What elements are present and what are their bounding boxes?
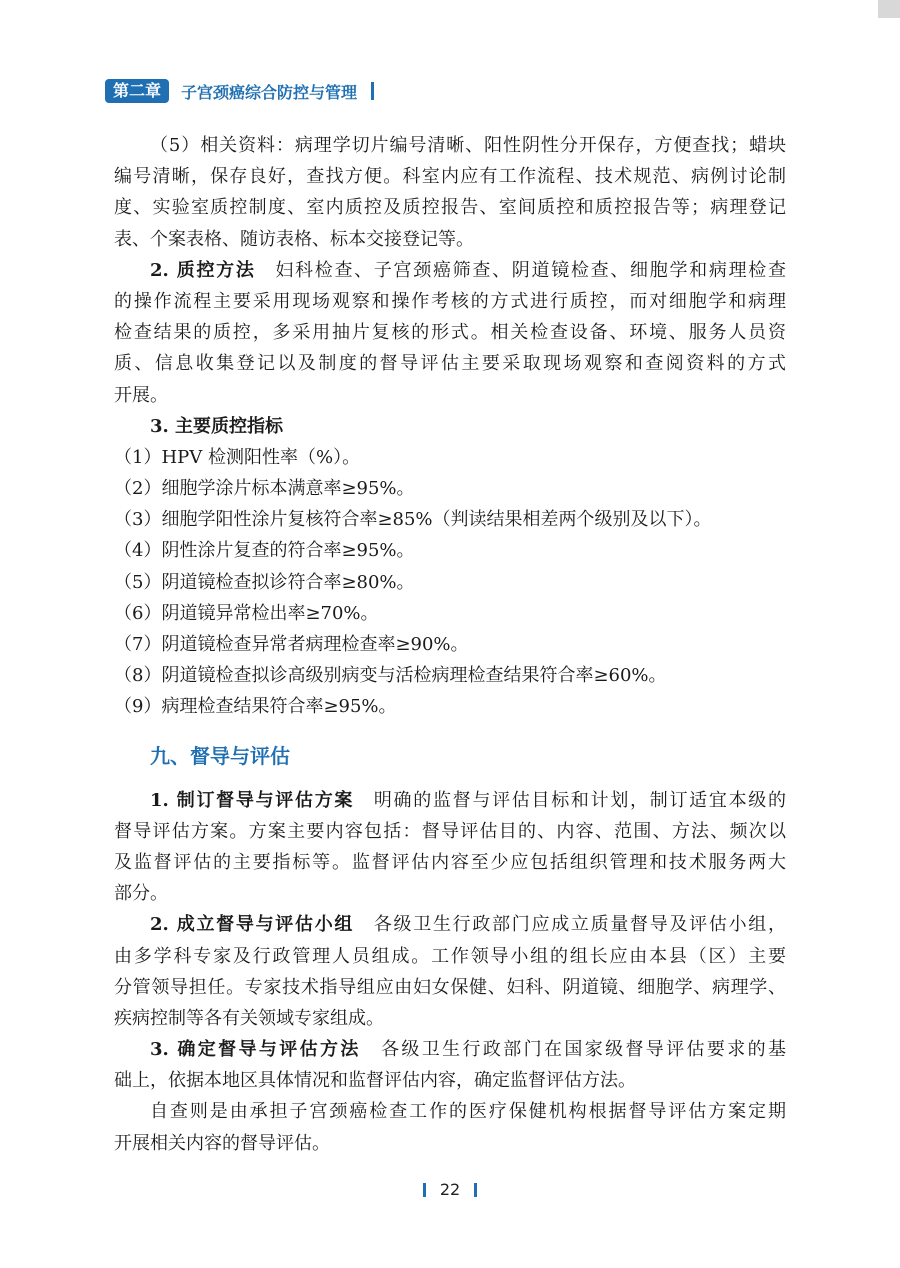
text-line: 分管领导担任。专家技术指导组应由妇女保健、妇科、阴道镜、细胞学、病理学、 xyxy=(114,976,786,998)
page-body xyxy=(114,130,786,1159)
indicator-item: （1）HPV 检测阳性率（%）。 xyxy=(114,446,361,468)
indicator-item: （5）阴道镜检查拟诊符合率≥80%。 xyxy=(114,571,415,593)
text-line: 表、个案表格、随访表格、标本交接登记等。 xyxy=(114,228,474,250)
text-line: 由多学科专家及行政管理人员组成。工作领导小组的组长应由本县（区）主要 xyxy=(114,945,786,967)
indicator-item: （7）阴道镜检查异常者病理检查率≥90%。 xyxy=(114,634,469,655)
indicator-item: （3）细胞学阳性涂片复核符合率≥85%（判读结果相差两个级别及以下）。 xyxy=(114,509,712,531)
footer-divider-right xyxy=(474,1183,477,1197)
text-line: 自查则是由承担子宫颈癌检查工作的医疗保健机构根据督导评估方案定期 xyxy=(150,1101,786,1123)
text-line: 部分。 xyxy=(114,883,168,905)
text-run: 各级卫生行政部门在国家级督导评估要求的基 xyxy=(378,1039,786,1061)
chapter-title: 子宫颈癌综合防控与管理 xyxy=(181,82,358,102)
indicator-item: （9）病理检查结果符合率≥95%。 xyxy=(114,696,397,718)
chapter-badge: 第二章 xyxy=(105,79,169,103)
running-header xyxy=(105,79,374,103)
subheading-method: 3. 确定督导与评估方法 xyxy=(150,1039,361,1061)
text-line: 及监督评估的主要指标等。监督评估内容至少应包括组织管理和技术服务两大 xyxy=(114,851,786,873)
indicator-item: （6）阴道镜异常检出率≥70%。 xyxy=(114,602,379,624)
text-line xyxy=(114,1034,786,1065)
text-line: 的操作流程主要采用现场观察和操作考核的方式进行质控，而对细胞学和病理 xyxy=(114,290,786,312)
text-line: 检查结果的质控，多采用抽片复核的形式。相关检查设备、环境、服务人员资 xyxy=(114,322,786,344)
text-line: 开展。 xyxy=(114,384,168,406)
subheading-plan: 1. 制订督导与评估方案 xyxy=(150,789,355,811)
text-run: 妇科检查、子宫颈癌筛查、阴道镜检查、细胞学和病理检查 xyxy=(273,259,786,281)
text-run: 各级卫生行政部门应成立质量督导及评估小组， xyxy=(372,914,786,936)
text-line: （5）相关资料：病理学切片编号清晰、阳性阴性分开保存，方便查找；蜡块 xyxy=(150,135,786,156)
text-line: 度、实验室质控制度、室内质控及质控报告、室间质控和质控报告等；病理登记 xyxy=(114,197,786,219)
indicator-item: （4）阴性涂片复查的符合率≥95%。 xyxy=(114,540,415,562)
page-corner-mark xyxy=(878,0,900,18)
text-line: 督导评估方案。方案主要内容包括：督导评估目的、内容、范围、方法、频次以 xyxy=(114,820,786,842)
text-line: 础上，依据本地区具体情况和监督评估内容，确定监督评估方法。 xyxy=(114,1070,636,1092)
text-line: 编号清晰，保存良好，查找方便。科室内应有工作流程、技术规范、病例讨论制 xyxy=(114,166,786,188)
subheading-qc-indicators: 3. 主要质控指标 xyxy=(150,415,284,437)
text-line: 开展相关内容的督导评估。 xyxy=(114,1132,330,1154)
section-heading: 九、督导与评估 xyxy=(150,743,290,768)
indicator-item: （8）阴道镜检查拟诊高级别病变与活检病理检查结果符合率≥60%。 xyxy=(114,665,667,687)
text-line: 疾病控制等各有关领域专家组成。 xyxy=(114,1007,384,1029)
header-divider xyxy=(371,82,374,100)
text-line xyxy=(114,909,786,940)
subheading-qc-method: 2. 质控方法 xyxy=(150,259,256,281)
footer-divider-left xyxy=(423,1183,426,1197)
text-line xyxy=(114,255,786,286)
text-line xyxy=(114,785,786,816)
subheading-group: 2. 成立督导与评估小组 xyxy=(150,914,355,936)
text-run: 明确的监督与评估目标和计划，制订适宜本级的 xyxy=(372,789,786,811)
page-footer xyxy=(0,1180,900,1199)
text-line: 质、信息收集登记以及制度的督导评估主要采取现场观察和查阅资料的方式 xyxy=(114,353,786,375)
indicator-item: （2）细胞学涂片标本满意率≥95%。 xyxy=(114,478,415,500)
page-number: 22 xyxy=(439,1180,461,1199)
